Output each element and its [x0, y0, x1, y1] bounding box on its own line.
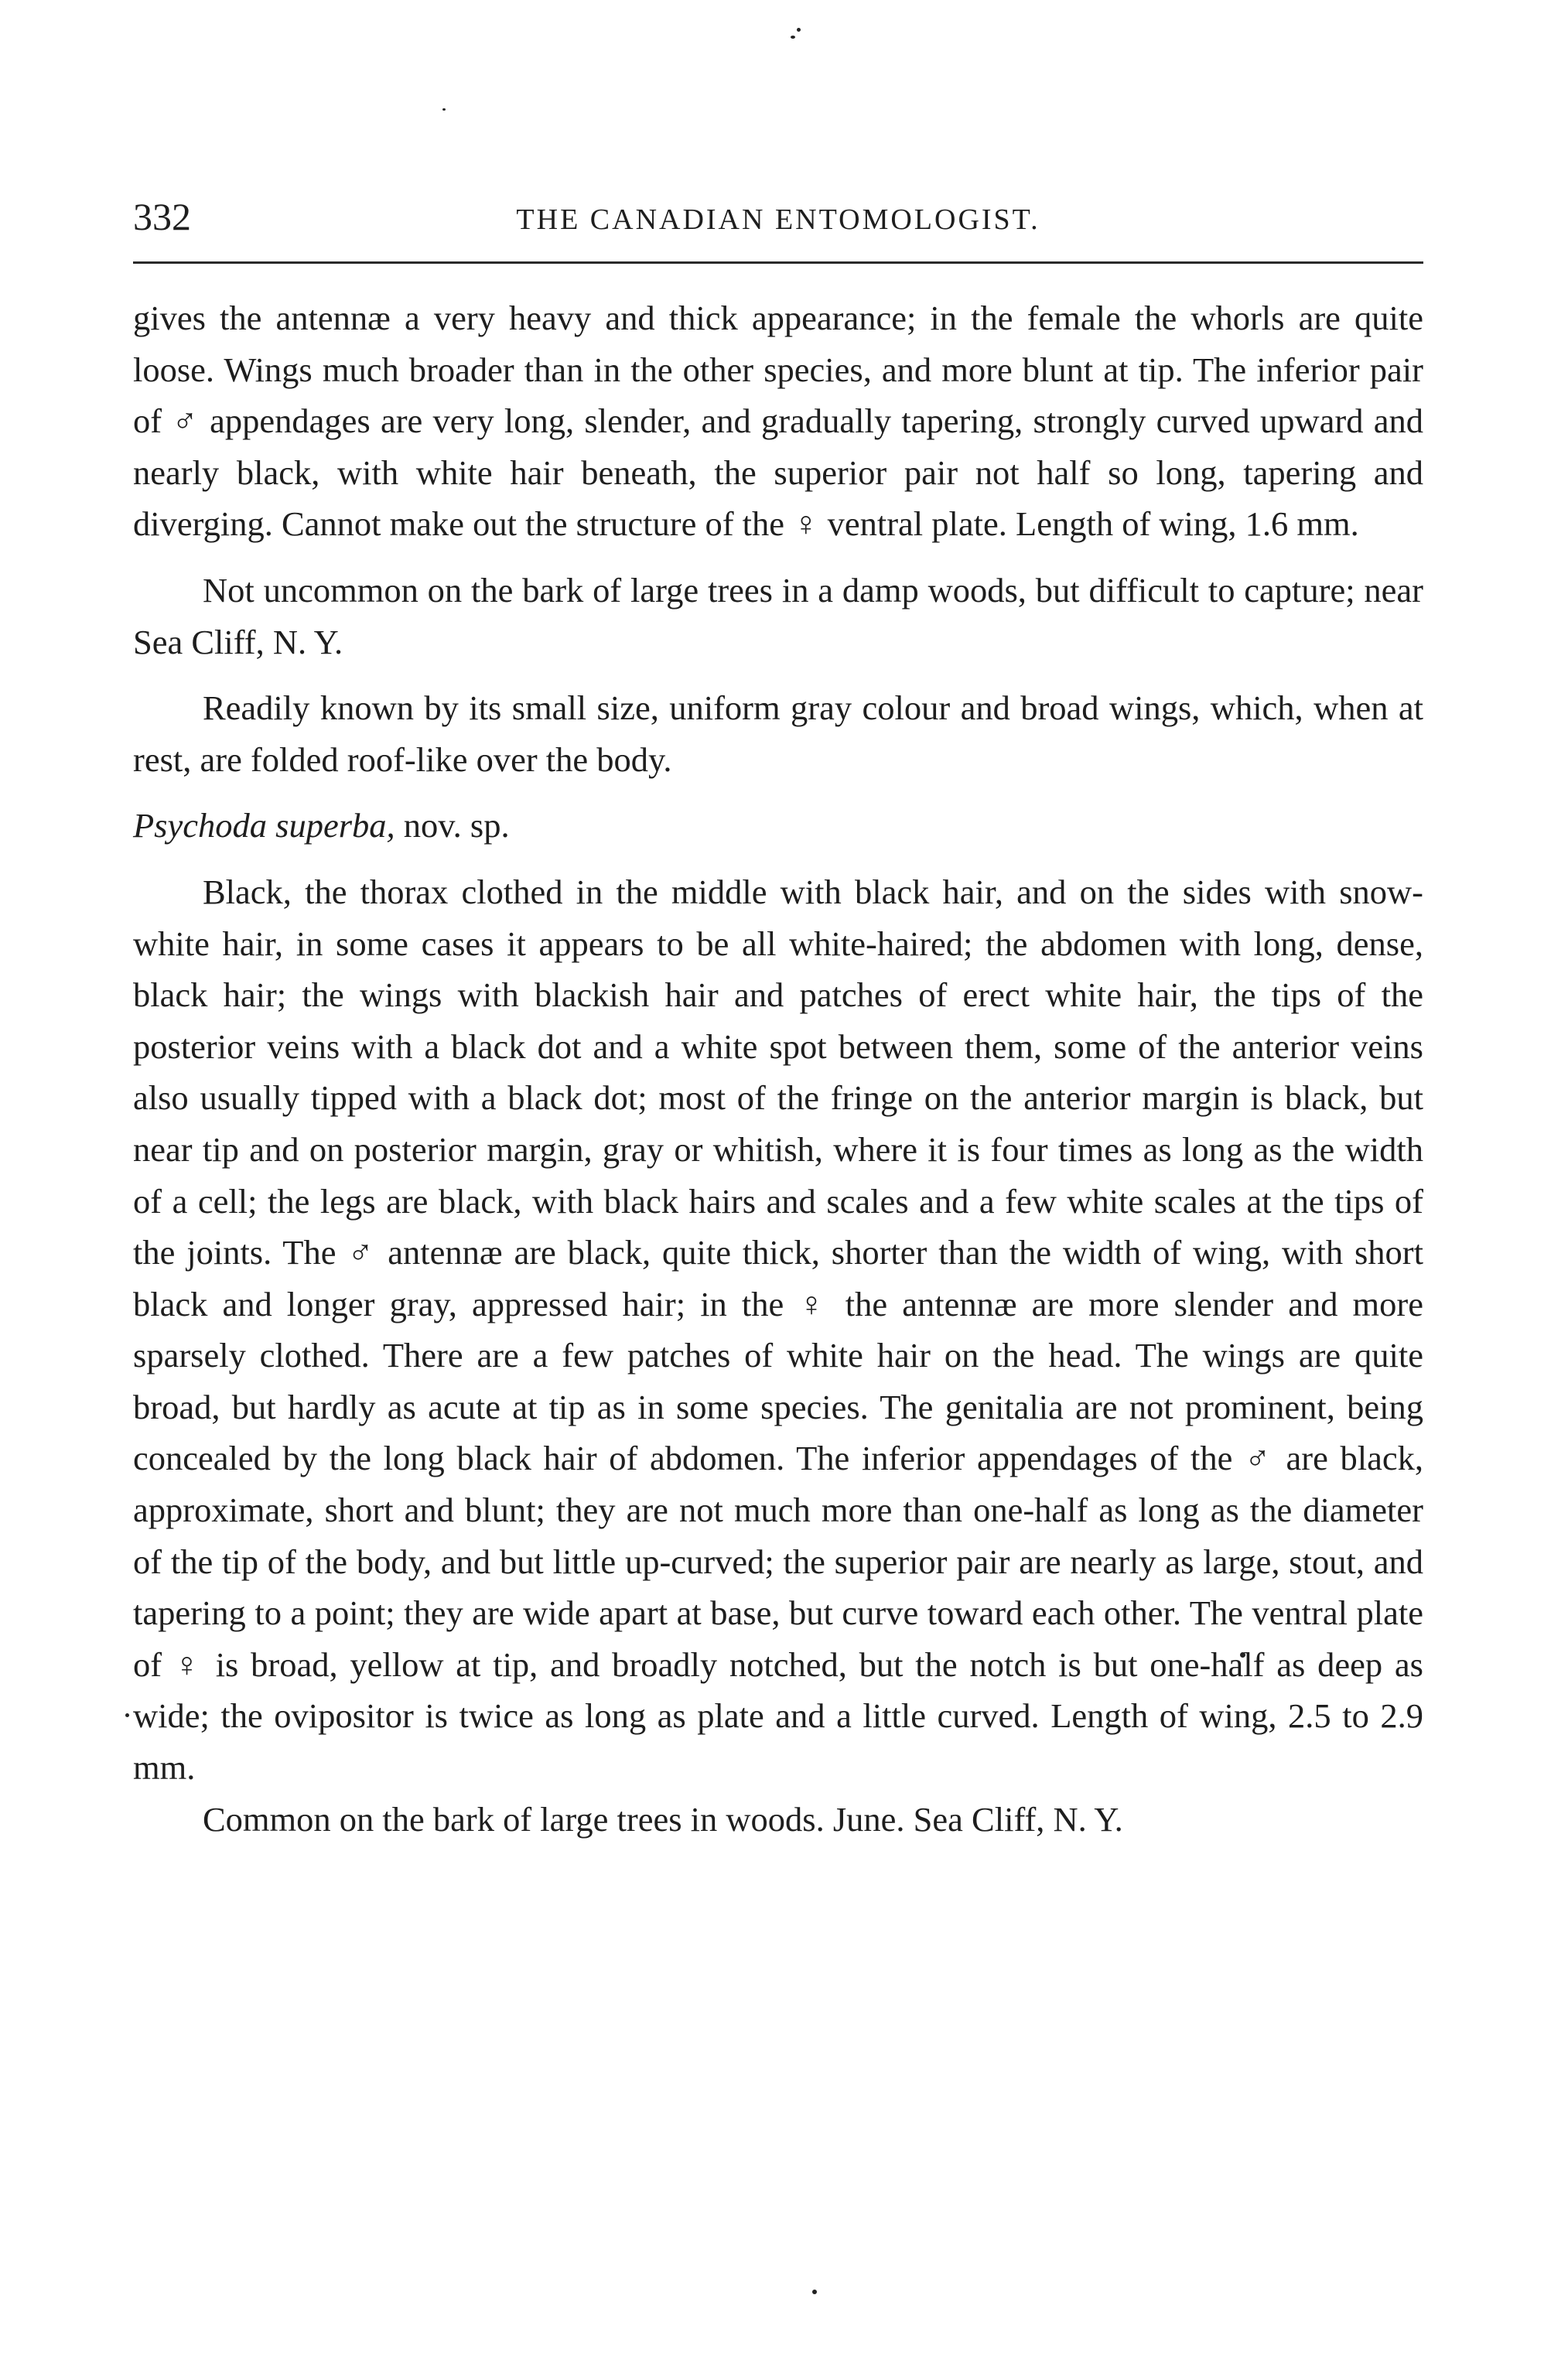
- page-body: [133, 292, 1423, 1845]
- ink-speck: [125, 1713, 129, 1717]
- ink-speck: [791, 36, 795, 39]
- closing-paragraph: Common on the bark of large trees in woods. June. Sea Cliff, N. Y.: [203, 1799, 1123, 1839]
- ink-speck: [442, 108, 446, 111]
- continued-paragraph: gives the antennæ a very heavy and thick appearance; in the female the whorls are quite loose. Wings much broader than in the other species, and more blunt at tip. The inferior pair of ♂ appendages are very long, slender, and gradually tapering, strongly curved upward and nearly black, with white hair beneath, the superior pair not half so long, tapering and diverging. Cannot make out the structure of the ♀ ventral plate. Length of wing, 1.6 mm.: [133, 299, 1423, 544]
- ink-speck: [812, 2290, 817, 2294]
- species-heading: [133, 800, 1423, 852]
- running-title: THE CANADIAN ENTOMOLOGIST.: [516, 203, 1040, 236]
- header-rule: [133, 261, 1423, 264]
- page-header: [133, 193, 1423, 240]
- habitat-paragraph: Not uncommon on the bark of large trees in a damp woods, but difficult to capture; near Sea Cliff, N. Y.: [133, 570, 1423, 661]
- ink-speck: [797, 28, 801, 32]
- species-description: Black, the thorax clothed in the middle with black hair, and on the sides with snow-white hair, in some cases it appears to be all white-haired; the abdomen with long, dense, black hair; the wings with blackish hair and patches of erect white hair, the tips of the posterior veins with a black dot and a white spot between them, some of the anterior veins also usually tipped with a black dot; most of the fringe on the anterior margin is black, but near tip and on posterior margin, gray or whitish, where it is four times as long as the width of a cell; the legs are black, with black hairs and scales and a few white scales at the tips of the joints. The ♂ antennæ are black, quite thick, shorter than the width of wing, with short black and longer gray, appressed hair; in the ♀ the antennæ are more slender and more sparsely clothed. There are a few patches of white hair on the head. The wings are quite broad, but hardly as acute at tip as in some species. The genitalia are not prominent, being concealed by the long black hair of abdomen. The inferior appendages of the ♂ are black, approximate, short and blunt; they are not much more than one-half as long as the diameter of the tip of the body, and but little up-curved; the superior pair are nearly as large, stout, and tapering to a point; they are wide apart at base, but curve toward each other. The ventral plate of ♀ is broad, yellow at tip, and broadly notched, but the notch is but one-half as deep as wide; the ovipositor is twice as long as plate and a little curved. Length of wing, 2.5 to 2.9 mm.: [133, 872, 1423, 1788]
- species-suffix: nov. sp.: [395, 806, 510, 845]
- page-number: 332: [133, 195, 191, 238]
- diagnosis-paragraph: Readily known by its small size, uniform gray colour and broad wings, which, when at rest, are folded roof-like over the body.: [133, 688, 1423, 779]
- species-name: Psychoda superba,: [133, 806, 395, 845]
